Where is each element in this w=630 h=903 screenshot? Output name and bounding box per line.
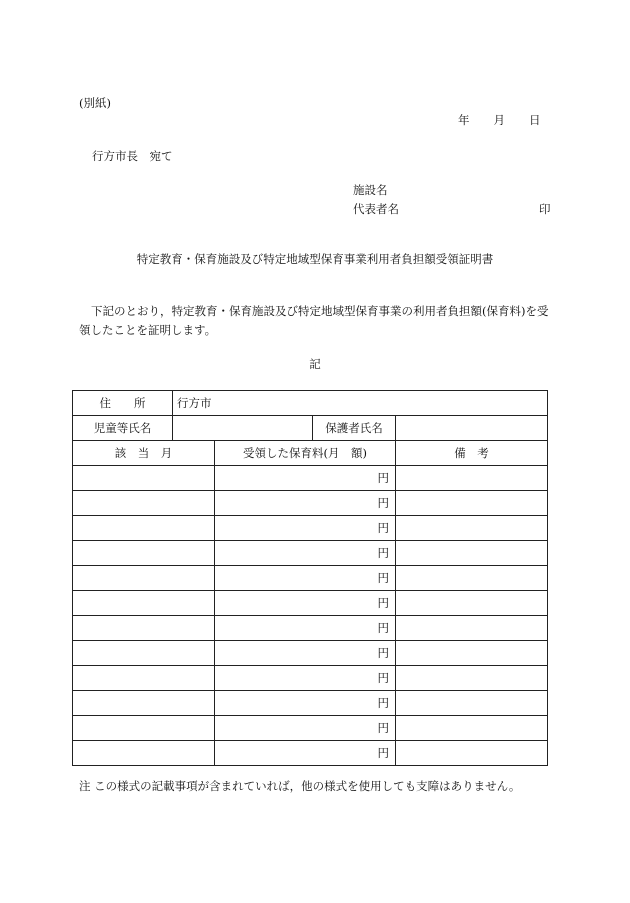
table-row [73, 641, 548, 666]
table-row [73, 566, 548, 591]
table-row [73, 491, 548, 516]
date-year: 年 [458, 113, 470, 127]
fee-cell[interactable]: 円 [215, 466, 396, 491]
table-row [73, 541, 548, 566]
date-month: 月 [493, 113, 505, 127]
table-row [73, 616, 548, 641]
child-name-field[interactable] [173, 416, 313, 441]
remarks-cell[interactable] [396, 691, 548, 716]
fee-cell[interactable]: 円 [215, 691, 396, 716]
remarks-cell[interactable] [396, 566, 548, 591]
month-cell[interactable] [73, 641, 215, 666]
date-day: 日 [529, 113, 541, 127]
month-cell[interactable] [73, 466, 215, 491]
remarks-header: 備 考 [396, 441, 548, 466]
fee-cell[interactable]: 円 [215, 641, 396, 666]
document-title: 特定教育・保育施設及び特定地域型保育事業利用者負担額受領証明書 [136, 252, 494, 266]
body-paragraph: 下記のとおり，特定教育・保育施設及び特定地域型保育事業の利用者負担額(保育料)を受領したことを証明します。 [79, 304, 549, 337]
fee-header: 受領した保育料(月 額) [215, 441, 396, 466]
remarks-cell[interactable] [396, 516, 548, 541]
remarks-cell[interactable] [396, 541, 548, 566]
record-label: 記 [309, 357, 321, 371]
table-row [73, 516, 548, 541]
names-row [73, 416, 548, 441]
fee-cell[interactable]: 円 [215, 741, 396, 766]
table-row [73, 666, 548, 691]
month-cell[interactable] [73, 566, 215, 591]
guardian-name-field[interactable] [396, 416, 548, 441]
remarks-cell[interactable] [396, 591, 548, 616]
table-row [73, 466, 548, 491]
address-label: 住 所 [73, 391, 173, 416]
remarks-cell[interactable] [396, 491, 548, 516]
month-cell[interactable] [73, 541, 215, 566]
fee-cell[interactable]: 円 [215, 491, 396, 516]
facility-name-label: 施設名 [353, 183, 388, 197]
fee-cell[interactable]: 円 [215, 516, 396, 541]
month-cell[interactable] [73, 491, 215, 516]
attachment-label: (別紙) [79, 96, 111, 110]
month-cell[interactable] [73, 741, 215, 766]
child-name-label: 児童等氏名 [73, 416, 173, 441]
month-cell[interactable] [73, 666, 215, 691]
representative-label: 代表者名 [353, 202, 399, 216]
month-cell[interactable] [73, 616, 215, 641]
table-row [73, 591, 548, 616]
remarks-cell[interactable] [396, 616, 548, 641]
month-header: 該 当 月 [73, 441, 215, 466]
month-cell[interactable] [73, 516, 215, 541]
month-cell[interactable] [73, 591, 215, 616]
fee-cell[interactable]: 円 [215, 616, 396, 641]
table-row [73, 741, 548, 766]
fee-cell[interactable]: 円 [215, 541, 396, 566]
fee-cell[interactable]: 円 [215, 591, 396, 616]
guardian-name-label: 保護者氏名 [313, 416, 396, 441]
remarks-cell[interactable] [396, 741, 548, 766]
date-line [458, 112, 541, 128]
remarks-cell[interactable] [396, 716, 548, 741]
table-row [73, 716, 548, 741]
receipt-table [72, 390, 548, 766]
column-header-row [73, 441, 548, 466]
seal-mark: 印 [539, 202, 551, 216]
month-cell[interactable] [73, 716, 215, 741]
remarks-cell[interactable] [396, 466, 548, 491]
addressee: 行方市長 宛て [92, 149, 173, 163]
month-cell[interactable] [73, 691, 215, 716]
remarks-cell[interactable] [396, 666, 548, 691]
address-row [73, 391, 548, 416]
table-row [73, 691, 548, 716]
fee-cell[interactable]: 円 [215, 566, 396, 591]
fee-cell[interactable]: 円 [215, 666, 396, 691]
remarks-cell[interactable] [396, 641, 548, 666]
address-field[interactable]: 行方市 [173, 391, 548, 416]
footnote: 注 この様式の記載事項が含まれていれば，他の様式を使用しても支障はありません。 [79, 779, 521, 793]
fee-cell[interactable]: 円 [215, 716, 396, 741]
